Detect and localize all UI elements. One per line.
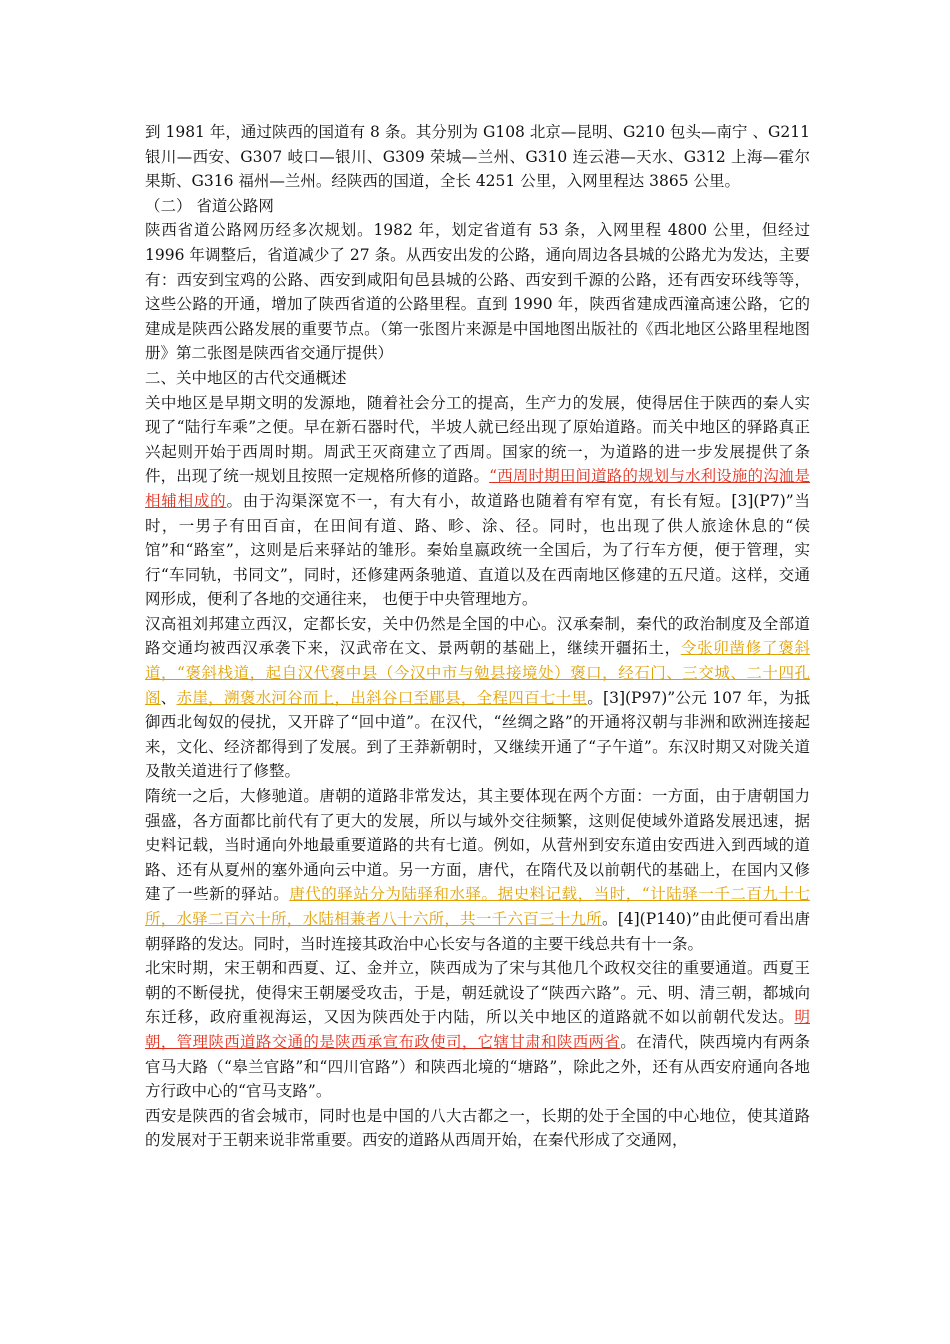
- text-segment: 、: [160, 688, 177, 707]
- document-page: [145, 120, 810, 1153]
- text-segment: 。在清代，陕西境内有两条官马大路（“皋兰官路”和“四川官路”）和陕西北境的“塘路”，除此之外，还有从西安府通向各地方行政中心的“官马支路”。: [145, 1032, 810, 1101]
- text-segment: 西安是陕西的省会城市，同时也是中国的八大古都之一，长期的处于全国的中心地位，使其道路的发展对于王朝来说非常重要。西安的道路从西周开始，在秦代形成了交通网，: [145, 1106, 810, 1150]
- text-segment: 关中地区是早期文明的发源地，随着社会分工的提高，生产力的发展，使得居住于陕西的秦人实现了“陆行车乘”之便。早在新石器时代，半坡人就已经出现了原始道路。而关中地区的驿路真正兴起则开始于西周时期。周武王灭商建立了西周。国家的统一，为道路的进一步发展提供了条件，出现了统一规划且按照一定规格所修的道路。: [145, 393, 810, 486]
- paragraph-guanzhong-origins: [145, 391, 810, 612]
- paragraph-sui-tang: [145, 784, 810, 956]
- text-segment: 隋统一之后，大修驰道。唐朝的道路非常发达，其主要体现在两个方面：一方面，由于唐朝国力强盛，各方面都比前代有了更大的发展，所以与域外交往频繁，这则促使域外道路发展迅速，据史料记载，当时通向外地最重要道路的共有七道。例如，从营州到安东道由安西进入到西域的道路、还有从夏州的塞外通向云中道。另一方面，唐代，在隋代及以前朝代的基础上，在国内又修建了一些新的驿站。: [145, 787, 810, 904]
- text-segment: 。由于沟渠深宽不一，有大有小，故道路也随着有窄有宽，有长有短。[3](P7)”当时，一男子有田百亩，在田间有道、路、畛、涂、径。同时，也出现了供人旅途休息的“侯馆”和“路室”，这则是后来驿站的雏形。秦始皇嬴政统一全国后，为了行车方便，便于管理，实行“车同轨，书同文”，同时，还修建两条驰道、直道以及在西南地区修建的五尺道。这样，交通网形成，便利了各地的交通往来， 也便于中央管理地方。: [145, 491, 810, 609]
- section-heading-ancient-traffic: [145, 366, 810, 391]
- paragraph-song-ming-qing: [145, 956, 810, 1104]
- text-segment: 汉高祖刘邦建立西汉，定都长安，关中仍然是全国的中心。汉承秦制，秦代的政治制度及全部道路交通均被西汉承袭下来，汉武帝在文、景两朝的基础上，继续开疆拓土，: [145, 614, 810, 658]
- paragraph-han-dynasty: [145, 612, 810, 784]
- text-segment: 。[3](P97)”公元 107 年，为抵御西北匈奴的侵扰，又开辟了“回中道”。在汉代，“丝绸之路”的开通将汉朝与非洲和欧洲连接起来，文化、经济都得到了发展。到了王莽新朝时，又继续开通了“子午道”。东汉时期又对陇关道及散关道进行了修整。: [145, 688, 810, 781]
- paragraph-provincial-roads: [145, 218, 810, 366]
- heading-text: 二、关中地区的古代交通概述: [145, 368, 347, 387]
- highlighted-quote-orange: 赤崖，溯褒水河谷而上，出斜谷口至郿县，全程四百七十里: [176, 688, 588, 707]
- highlighted-quote-red: “西周时期田间道路的规划与水利设施的沟洫是相辅相成的: [145, 467, 810, 510]
- text-segment: 北宋时期，宋王朝和西夏、辽、金并立，陕西成为了宋与其他几个政权交往的重要通道。西夏王朝的不断侵扰，使得宋王朝屡受攻击，于是，朝廷就设了“陕西六路”。元、明、清三朝，都城向东迁移，政府重视海运，又因为陕西处于内陆，所以关中地区的道路就不如以前朝代发达。: [145, 959, 810, 1027]
- heading-text: （二） 省道公路网: [145, 196, 274, 215]
- text-segment: 陕西省道公路网历经多次规划。1982 年，划定省道有 53 条，入网里程 4800 公里，但经过 1996 年调整后，省道减少了 27 条。从西安出发的公路，通向周边各县城的公路尤为发达，主要有：西安到宝鸡的公路、西安到咸阳旬邑县城的公路、西安到千源的公路，还有西安环线等等，这些公路的开通，增加了陕西省道的公路里程。直到 1990 年，陕西省建成西潼高速公路，它的建成是陕西公路发展的重要节点。（第一张图片来源是中国地图出版社的《西北地区公路里程地图册》第二张图是陕西省交通厅提供）: [145, 221, 810, 363]
- text-segment: 到 1981 年，通过陕西的国道有 8 条。其分别为 G108 北京—昆明、G210 包头—南宁 、G211 银川—西安、G307 岐口—银川、G309 荣城—兰州、G310 连云港—天水、G312 上海—霍尔果斯、G316 福州—兰州。经陕西的国道，全长 4251 公里，入网里程达 3865 公里。: [145, 123, 810, 191]
- highlighted-quote-red: 明朝，管理陕西道路交通的是陕西承宣布政使司，它辖甘肃和陕西两省: [145, 1008, 810, 1051]
- section-heading-provincial-roads: [145, 194, 810, 219]
- highlighted-quote-orange: 唐代的驿站分为陆驿和水驿。据史料记载，当时，“计陆驿一千二百九十七所，水驿二百六十所，水陆相兼者八十六所，共一千六百三十九所: [145, 885, 810, 928]
- paragraph-xian: [145, 1104, 810, 1153]
- highlighted-quote-orange: 令张卯凿修了褒斜道，“褒斜栈道，起自汉代褒中县（今汉中市与勉县接境处）褒口，经石门、三交城、二十四孔阁: [145, 639, 810, 707]
- text-segment: 。[4](P140)”由此便可看出唐朝驿路的发达。同时，当时连接其政治中心长安与各道的主要干线总共有十一条。: [145, 910, 810, 953]
- paragraph-national-roads: [145, 120, 810, 194]
